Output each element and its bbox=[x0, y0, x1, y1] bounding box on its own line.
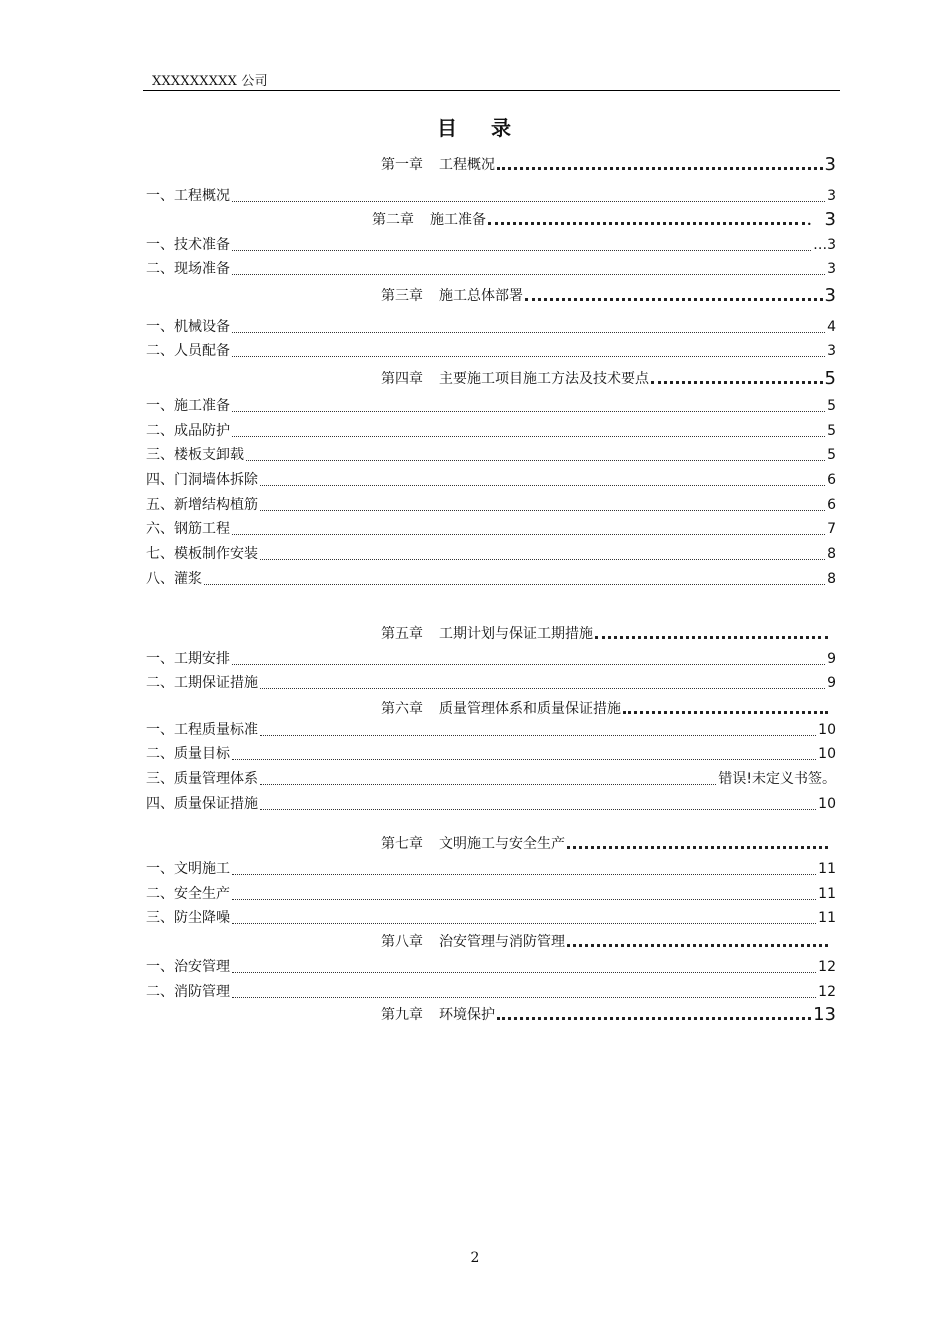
toc-section-entry[interactable] bbox=[146, 741, 836, 763]
toc-section-entry[interactable] bbox=[146, 954, 836, 976]
dot-leader bbox=[232, 758, 816, 760]
dot-leader bbox=[232, 273, 825, 275]
dot-leader bbox=[232, 249, 811, 251]
toc-entry-text: 四、门洞墙体拆除 bbox=[146, 472, 258, 488]
toc-entry-text: 二、质量目标 bbox=[146, 746, 230, 762]
toc-section-entry[interactable] bbox=[146, 670, 836, 692]
toc-entry-text bbox=[381, 933, 565, 951]
toc-chapter-entry[interactable] bbox=[381, 366, 836, 388]
toc-entry-text bbox=[381, 287, 523, 305]
dot-leader bbox=[232, 898, 816, 900]
dot-leader bbox=[204, 583, 825, 585]
dot-leader bbox=[567, 845, 828, 849]
toc-entry-text: 六、钢筋工程 bbox=[146, 521, 230, 537]
toc-section-entry[interactable] bbox=[146, 905, 836, 927]
dot-leader bbox=[232, 410, 825, 412]
toc-chapter-entry[interactable] bbox=[381, 283, 836, 305]
toc-page-number: 3 bbox=[827, 343, 836, 359]
toc-chapter-entry[interactable] bbox=[381, 621, 830, 643]
dot-leader bbox=[232, 200, 825, 202]
toc-page-number: 错误!未定义书签。 bbox=[718, 771, 836, 787]
toc-chapter-entry[interactable] bbox=[381, 929, 830, 951]
toc-page-number: 5 bbox=[824, 368, 836, 389]
toc-section-entry[interactable] bbox=[146, 541, 836, 563]
toc-title-part2: 录 bbox=[491, 116, 513, 140]
chapter-title: 文明施工与安全生产 bbox=[439, 836, 565, 852]
dot-leader bbox=[232, 355, 825, 357]
toc-entry-text: 二、成品防护 bbox=[146, 423, 230, 439]
chapter-label: 第六章 bbox=[381, 701, 423, 717]
toc-chapter-entry[interactable] bbox=[381, 1002, 836, 1024]
dot-leader bbox=[232, 435, 825, 437]
toc-page-number: 9 bbox=[827, 675, 836, 691]
toc-section-entry[interactable] bbox=[146, 717, 836, 739]
toc-entry-text bbox=[381, 835, 565, 853]
chapter-title: 治安管理与消防管理 bbox=[439, 934, 565, 950]
toc-entry-text: 二、工期保证措施 bbox=[146, 675, 258, 691]
toc-entry-text: 一、工程概况 bbox=[146, 188, 230, 204]
toc-chapter-entry[interactable] bbox=[381, 696, 830, 718]
dot-leader bbox=[497, 1016, 811, 1020]
toc-entry-text: 二、现场准备 bbox=[146, 261, 230, 277]
toc-entry-text: 三、楼板支卸载 bbox=[146, 447, 244, 463]
toc-page-number: 10 bbox=[818, 722, 836, 738]
chapter-label: 第四章 bbox=[381, 371, 423, 387]
toc-chapter-entry[interactable] bbox=[381, 831, 830, 853]
toc-entry-text: 一、施工准备 bbox=[146, 398, 230, 414]
chapter-label: 第八章 bbox=[381, 934, 423, 950]
toc-entry-text: 一、工程质量标准 bbox=[146, 722, 258, 738]
toc-entry-text: 七、模板制作安装 bbox=[146, 546, 258, 562]
toc-page-number: 6 bbox=[827, 497, 836, 513]
toc-entry-text bbox=[381, 156, 495, 174]
chapter-label: 第一章 bbox=[381, 157, 423, 173]
toc-section-entry[interactable] bbox=[146, 256, 836, 278]
toc-chapter-entry[interactable] bbox=[372, 207, 836, 229]
toc-page-number: 5 bbox=[827, 447, 836, 463]
toc-page-number: 11 bbox=[818, 886, 836, 902]
toc-page-number: 3 bbox=[824, 285, 836, 306]
toc-section-entry[interactable] bbox=[146, 566, 836, 588]
toc-title-part1: 目 bbox=[437, 116, 459, 140]
toc-section-entry[interactable] bbox=[146, 232, 836, 254]
toc-page-number: 3 bbox=[827, 261, 836, 277]
toc-entry-text: 一、机械设备 bbox=[146, 319, 230, 335]
toc-section-entry[interactable] bbox=[146, 979, 836, 1001]
dot-leader bbox=[232, 971, 816, 973]
toc-page-number: 3 bbox=[824, 154, 836, 175]
dot-leader bbox=[623, 710, 828, 714]
toc-section-entry[interactable] bbox=[146, 881, 836, 903]
dot-leader bbox=[595, 635, 828, 639]
dot-leader bbox=[232, 533, 825, 535]
toc-entry-text: 二、消防管理 bbox=[146, 984, 230, 1000]
toc-page-number: 9 bbox=[827, 651, 836, 667]
toc-section-entry[interactable] bbox=[146, 314, 836, 336]
chapter-title: 环境保护 bbox=[439, 1007, 495, 1023]
toc-page-number: 5 bbox=[827, 423, 836, 439]
dot-leader bbox=[497, 166, 823, 170]
dot-leader bbox=[232, 873, 816, 875]
chapter-title: 工程概况 bbox=[439, 157, 495, 173]
toc-page-number: 8 bbox=[827, 571, 836, 587]
chapter-title: 施工准备 bbox=[430, 212, 486, 228]
toc-entry-text: 四、质量保证措施 bbox=[146, 796, 258, 812]
chapter-label: 第五章 bbox=[381, 626, 423, 642]
toc-section-entry[interactable] bbox=[146, 418, 836, 440]
toc-page-number: …3 bbox=[813, 237, 836, 253]
dot-leader bbox=[260, 783, 716, 785]
toc-page-number: 6 bbox=[827, 472, 836, 488]
toc-page-number: 13 bbox=[813, 1004, 836, 1025]
chapter-title: 主要施工项目施工方法及技术要点 bbox=[439, 371, 649, 387]
dot-leader bbox=[232, 996, 816, 998]
toc-section-entry[interactable] bbox=[146, 646, 836, 668]
toc-page-number: 7 bbox=[827, 521, 836, 537]
toc-section-entry[interactable] bbox=[146, 393, 836, 415]
toc-section-entry[interactable] bbox=[146, 492, 836, 514]
dot-leader bbox=[260, 808, 816, 810]
toc-entry-text: 三、质量管理体系 bbox=[146, 771, 258, 787]
dot-leader bbox=[246, 459, 825, 461]
toc-entry-text bbox=[372, 211, 486, 229]
toc-page-number: 11 bbox=[818, 910, 836, 926]
dot-leader bbox=[232, 922, 816, 924]
toc-page-number: 4 bbox=[827, 319, 836, 335]
page-number: 2 bbox=[470, 1250, 480, 1266]
chapter-label: 第九章 bbox=[381, 1007, 423, 1023]
toc-entry-text bbox=[381, 370, 649, 388]
dot-leader bbox=[260, 509, 825, 511]
chapter-title: 工期计划与保证工期措施 bbox=[439, 626, 593, 642]
dot-leader bbox=[651, 380, 823, 384]
toc-section-entry[interactable] bbox=[146, 467, 836, 489]
dot-leader bbox=[260, 687, 825, 689]
toc-entry-text: 五、新增结构植筋 bbox=[146, 497, 258, 513]
toc-page-number: 3 bbox=[827, 188, 836, 204]
dot-leader bbox=[260, 734, 816, 736]
chapter-title: 施工总体部署 bbox=[439, 288, 523, 304]
dot-leader bbox=[260, 484, 825, 486]
toc-entry-text: 二、安全生产 bbox=[146, 886, 230, 902]
toc-section-entry[interactable] bbox=[146, 516, 836, 538]
dot-leader bbox=[232, 663, 825, 665]
chapter-label: 第七章 bbox=[381, 836, 423, 852]
toc-entry-text: 三、防尘降噪 bbox=[146, 910, 230, 926]
toc-entry-text bbox=[381, 1006, 495, 1024]
dot-leader bbox=[232, 331, 825, 333]
toc-page-number: 8 bbox=[827, 546, 836, 562]
toc-section-entry[interactable] bbox=[146, 183, 836, 205]
dot-leader bbox=[567, 943, 828, 947]
toc-page-number: 11 bbox=[818, 861, 836, 877]
toc-page-number: 5 bbox=[827, 398, 836, 414]
toc-section-entry[interactable] bbox=[146, 856, 836, 878]
toc-entry-text: 二、人员配备 bbox=[146, 343, 230, 359]
toc-entry-text: 八、灌浆 bbox=[146, 571, 202, 587]
dot-leader bbox=[525, 297, 823, 301]
toc-chapter-entry[interactable] bbox=[381, 152, 836, 174]
chapter-label: 第二章 bbox=[372, 212, 414, 228]
toc-entry-text bbox=[381, 700, 621, 718]
toc-page-number: 12 bbox=[818, 959, 836, 975]
chapter-title: 质量管理体系和质量保证措施 bbox=[439, 701, 621, 717]
toc-page-number: 10 bbox=[818, 746, 836, 762]
toc-page-number: 12 bbox=[818, 984, 836, 1000]
toc-section-entry[interactable] bbox=[146, 766, 836, 788]
page-header-company: XXXXXXXXX 公司 bbox=[152, 74, 268, 89]
toc-section-entry[interactable] bbox=[146, 442, 836, 464]
toc-entry-text: 一、工期安排 bbox=[146, 651, 230, 667]
dot-leader bbox=[260, 558, 825, 560]
toc-section-entry[interactable] bbox=[146, 338, 836, 360]
toc-entry-text: 一、治安管理 bbox=[146, 959, 230, 975]
toc-entry-text bbox=[381, 625, 593, 643]
toc-section-entry[interactable] bbox=[146, 791, 836, 813]
chapter-label: 第三章 bbox=[381, 288, 423, 304]
toc-entry-text: 一、技术准备 bbox=[146, 237, 230, 253]
toc-page-number: 10 bbox=[818, 796, 836, 812]
toc-page-number: ．3 bbox=[806, 209, 836, 230]
dot-leader bbox=[488, 221, 805, 225]
toc-entry-text: 一、文明施工 bbox=[146, 861, 230, 877]
